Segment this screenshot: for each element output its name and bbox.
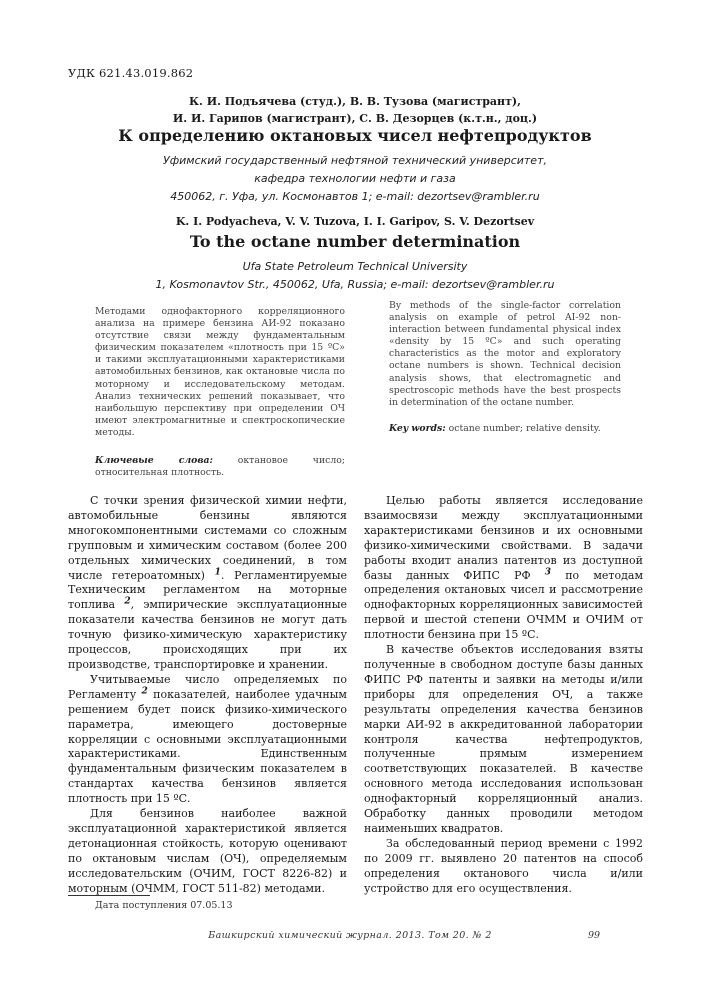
keywords-en-label: Key words: bbox=[389, 422, 446, 434]
received-date: Дата поступления 07.05.13 bbox=[95, 900, 233, 911]
body-left-paragraph-1 bbox=[68, 494, 347, 673]
footnote-ref: 1 bbox=[214, 566, 221, 577]
footnote-ref: 3 bbox=[544, 566, 552, 577]
affiliation-en bbox=[60, 258, 650, 294]
authors-en: K. I. Podyacheva, V. V. Tuzova, I. I. Garipov, S. V. Dezortsev bbox=[175, 215, 535, 228]
text-run: С точки зрения физической химии нефти, автомобильные бензины являются многокомпонентными системами со сложным групповым и химическим составом (более 200 отдельных химических соединений, в том числе гетероатомных) bbox=[68, 494, 347, 582]
body-right-paragraph-3: За обследованный период времени с 1992 по 2009 гг. выявлено 20 патентов на способ определения октанового числа и/или устройство для его осуществления. bbox=[364, 836, 643, 895]
abstract-ru-text: Методами однофакторного корреляционного анализа на примере бензина АИ-92 показано отсутствие связи между фундаментальным физическим показателем «плотность при 15 ºС» и такими эксплуатационными характеристиками автомобильных бензинов, как октановые числа по моторному и исследовательскому методам. Анализ технических решений показывает, что наибольшую перспективу при определении ОЧ имеют электромагнитные и спектроскопические методы. bbox=[95, 306, 345, 438]
footnote-divider bbox=[68, 895, 150, 896]
body-left-paragraph-3: Для бензинов наиболее важной эксплуатационной характеристикой является детонационная стойкость, которую оценивают по октановым числам (ОЧ), определяемым исследовательским (ОЧИМ, ГОСТ 8226-82) и моторным (ОЧММ, ГОСТ 511-82) методами. bbox=[68, 807, 347, 895]
keywords-ru-text: октановое число; относительная плотность. bbox=[95, 455, 345, 479]
footnote-ref: 2 bbox=[141, 686, 148, 697]
keywords-ru-label: Ключевые слова: bbox=[95, 455, 213, 467]
title-en: To the octane number determination bbox=[189, 232, 521, 251]
authors-ru-line-2: И. И. Гарипов (магистрант), С. В. Дезорцев (к.т.н., доц.) bbox=[172, 112, 538, 125]
authors-ru bbox=[60, 93, 650, 127]
abstract-en bbox=[389, 300, 621, 435]
text-run: , эмпирические эксплуатационные показатели качества бензинов не могут дать точную физико-химическую характеристику процессов, происходящих при их производстве, транспортировке и хранении. bbox=[68, 598, 348, 671]
abstract-en-text: By methods of the single-factor correlation analysis on example of petrol AI-92 non-interaction between fundamental physical index «density by 15 ºC» and such operating characteristics as the motor and exploratory octane numbers is shown. Technical decision analysis shows, that electromagnetic and spectroscopic methods have the best prospects in determination of the octane number. bbox=[389, 300, 621, 408]
authors-ru-line-1: К. И. Подъячева (студ.), В. В. Тузова (магистрант), bbox=[189, 95, 521, 108]
affiliation-ru-line-3: 450062, г. Уфа, ул. Космонавтов 1; e-mail: dezortsev@rambler.ru bbox=[170, 190, 540, 203]
affiliation-ru-line-2: кафедра технологии нефти и газа bbox=[254, 172, 456, 185]
text-run: . Регламентируемые Техническим регламентом на моторные топлива bbox=[68, 568, 347, 612]
affiliation-en-line-2: 1, Kosmonavtov Str., 450062, Ufa, Russia; e-mail: dezortsev@rambler.ru bbox=[155, 278, 555, 291]
journal-footer: Башкирский химический журнал. 2013. Том 20. № 2 bbox=[208, 930, 492, 941]
text-run: Учитываемые число определяемых по Регламенту bbox=[68, 672, 347, 701]
text-run: Целью работы является исследование взаимосвязи между эксплуатационными характеристиками бензинов и их основными физико-химическими свойствами. В задачи работы входит анализ патентов из доступной базы данных ФИПС РФ bbox=[364, 494, 643, 582]
body-column-left bbox=[68, 494, 347, 896]
body-right-paragraph-1 bbox=[364, 494, 643, 643]
title-ru: К определению октановых чисел нефтепродуктов bbox=[118, 126, 592, 145]
footnote-ref: 2 bbox=[124, 596, 131, 607]
udk-code: УДК 621.43.019.862 bbox=[68, 66, 194, 80]
affiliation-en-line-1: Ufa State Petroleum Technical University bbox=[242, 260, 468, 273]
affiliation-ru-line-1: Уфимский государственный нефтяной технический университет, bbox=[163, 154, 547, 167]
affiliation-ru bbox=[60, 152, 650, 206]
keywords-en bbox=[389, 423, 621, 435]
body-right-paragraph-2: В качестве объектов исследования взяты полученные в свободном доступе базы данных ФИПС РФ патенты и заявки на методы и/или приборы для определения ОЧ, а также результаты определения качества бензинов марки АИ-92 в аккредитованной лаборатории контроля качества нефтепродуктов, полученные прямым измерением соответствующих показателей. В качестве основного метода исследования использован однофакторный корреляционный анализ. Обработку данных проводили методом наименьших квадратов. bbox=[364, 643, 643, 835]
body-left-paragraph-2 bbox=[68, 673, 347, 807]
keywords-ru bbox=[95, 455, 345, 479]
keywords-en-text: octane number; relative density. bbox=[445, 422, 601, 434]
text-run: по методам определения октановых чисел и рассмотрение однофакторных корреляционных зависимостей первой и шестой степени ОЧММ и ОЧИМ от плотности бензина при 15 ºС. bbox=[364, 568, 643, 642]
body-column-right bbox=[364, 494, 643, 896]
page-number: 99 bbox=[588, 930, 601, 941]
abstract-ru bbox=[95, 306, 345, 479]
text-run: показателей, наиболее удачным решением будет поиск физико-химического параметра, имеющего достоверные корреляции с основными эксплуатационными характеристиками. Единственным фундаментальным физическим показателем в стандартах качества бензинов является плотность при 15 ºС. bbox=[68, 687, 347, 806]
